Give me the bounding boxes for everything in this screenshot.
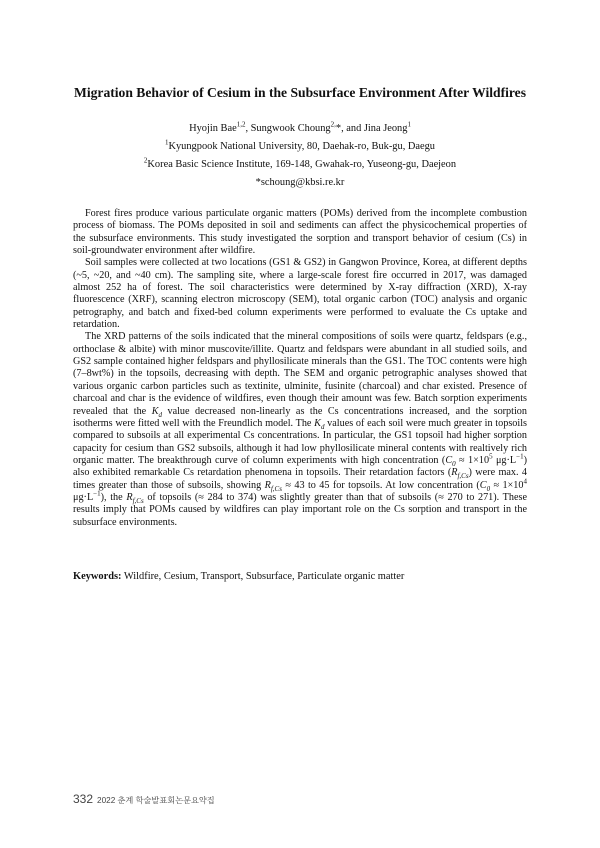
- symbol-c0: $C_0$: [479, 479, 491, 493]
- author-name: Jina Jeong: [363, 123, 408, 134]
- page-number: 332: [73, 792, 94, 806]
- text-run: The XRD patterns of the soils indicated that the mineral compositions of soils were quartz, feldspars (e.g., orthoclase & albite) with minor muscovite/illite. Quartz and feldspars were abundant in all studied soils, and GS2 sample contained higher feldspars and phyllosilicate minerals than the GS1. The TOC contents were high (7–8wt%) in the topsoils, decreasing with depth. The SEM and organic petrographic analyses showed that various organic carbon particles such as textinite, ulminite, fusinite (charcoal) and char existed. Presence of charcoal and char is the evidence of wildfires, even though their amount was few. Batch sorption experiments revealed that the: [73, 331, 527, 417]
- affiliation-text: Kyungpook National University, 80, Daehak-ro, Buk-gu, Daegu: [168, 141, 436, 152]
- abstract-paragraph: Forest fires produce various particulate organic matters (POMs) derived from the incomplete combustion process of biomass. The POMs deposited in soil and sediments can affect the physicochemical properties of the subsurface environments. This study investigated the sorption and transport behavior of cesium (Cs) in soil-groundwater environment after wildfire.: [73, 208, 527, 257]
- author-name: Hyojin Bae: [189, 123, 237, 134]
- exponent: −1: [93, 489, 101, 498]
- author-block: [40, 120, 560, 192]
- abstract-paragraph: [73, 331, 527, 529]
- corresponding-email: *schoung@kbsi.re.kr: [255, 177, 345, 188]
- text-run: values of each soil were much greater in topsoils compared to subsoils at all experimental Cs concentrations. In particular, the GS1 topsoil had higher sorption capacity for cesium than GS2 subsoils, although it had low phyllosilicate mineral contents with realtively rich organic matter. The breakthrough curve of column experiments with high concentration (: [73, 417, 528, 466]
- keywords-text: Wildfire, Cesium, Transport, Subsurface, Particulate organic matter: [121, 571, 405, 582]
- affiliation-line: [40, 138, 560, 156]
- affiliation-marker: 1,2: [236, 120, 246, 129]
- text-run: ≈ 1×10: [490, 479, 524, 491]
- symbol-rf: $R_{f,Cs}$: [264, 479, 282, 493]
- affiliation-line: [40, 156, 560, 174]
- text-run: of topsoils (≈ 284 to 374) was slightly greater than that of subsoils (≈ 270 to 271). These results imply that POMs caused by wildfires can play important role on the Cs sorption and transport in the subsurface environments.: [73, 491, 527, 528]
- text-run: μg·L: [492, 454, 517, 466]
- affiliation-marker: 2: [143, 156, 148, 165]
- affiliation-marker: 2,: [330, 120, 336, 129]
- affiliation-marker: 1: [407, 120, 411, 129]
- symbol-c0: $C_0$: [445, 454, 456, 468]
- text-run: ≈ 43 to 45 for topsoils. At low concentration (: [281, 479, 480, 491]
- author-name: Sungwook Choung: [250, 123, 331, 134]
- corresponding-mark: *: [335, 123, 342, 134]
- symbol-rf: $R_{f,Cs}$: [126, 491, 144, 505]
- text-run: μg·L: [73, 491, 94, 503]
- affiliation-text: Korea Basic Science Institute, 169-148, Gwahak-ro, Yuseong-gu, Daejeon: [147, 159, 457, 170]
- exponent: 5: [489, 452, 493, 461]
- text-run: ), the: [100, 491, 127, 503]
- text-run: ) were max. 4 times greater than those of subsoils, showing: [73, 467, 527, 491]
- proceedings-title: 2022 춘계 학술발표회논문요약집: [97, 796, 215, 805]
- keywords-label: Keywords:: [73, 571, 122, 582]
- symbol-kd: $K_d$: [314, 417, 325, 431]
- text-run: value decreased non-linearly as the Cs concentrations increased, and the sorption isotherms were fitted well with the Freundlich model. The: [73, 405, 527, 429]
- author-separator: ,: [245, 123, 251, 134]
- text-run: ≈ 1×10: [455, 454, 490, 466]
- affiliation-marker: 1: [164, 138, 169, 147]
- author-line: [40, 120, 560, 138]
- symbol-rf: $R_{f,Cs}$: [451, 467, 469, 481]
- text-run: ) also exhibited remarkable Cs retardation phenomena in topsoils. Their retardation factors (: [73, 454, 527, 479]
- abstract: [73, 208, 527, 529]
- keywords: [73, 570, 527, 583]
- exponent: −1: [516, 452, 524, 461]
- author-separator: , and: [341, 123, 364, 134]
- abstract-paragraph: Soil samples were collected at two locations (GS1 & GS2) in Gangwon Province, Korea, at different depths (~5, ~20, and ~40 cm). The sampling site, where a large-scale forest fire occurred in 2017, was damaged almost 252 ha of forest. The soil characteristics were determined by X-ray diffraction (XRD), X-ray fluorescence (XRF), scanning electron microscopy (SEM), total organic carbon (TOC) analysis and organic petrography, and batch and fixed-bed column experiments were performed to evaluate the Cs uptake and retardation.: [73, 257, 527, 331]
- exponent: 4: [523, 477, 527, 486]
- page-footer: [73, 790, 215, 808]
- paper-title: Migration Behavior of Cesium in the Subsurface Environment After Wildfires: [74, 85, 526, 100]
- symbol-kd: $K_d$: [151, 405, 162, 419]
